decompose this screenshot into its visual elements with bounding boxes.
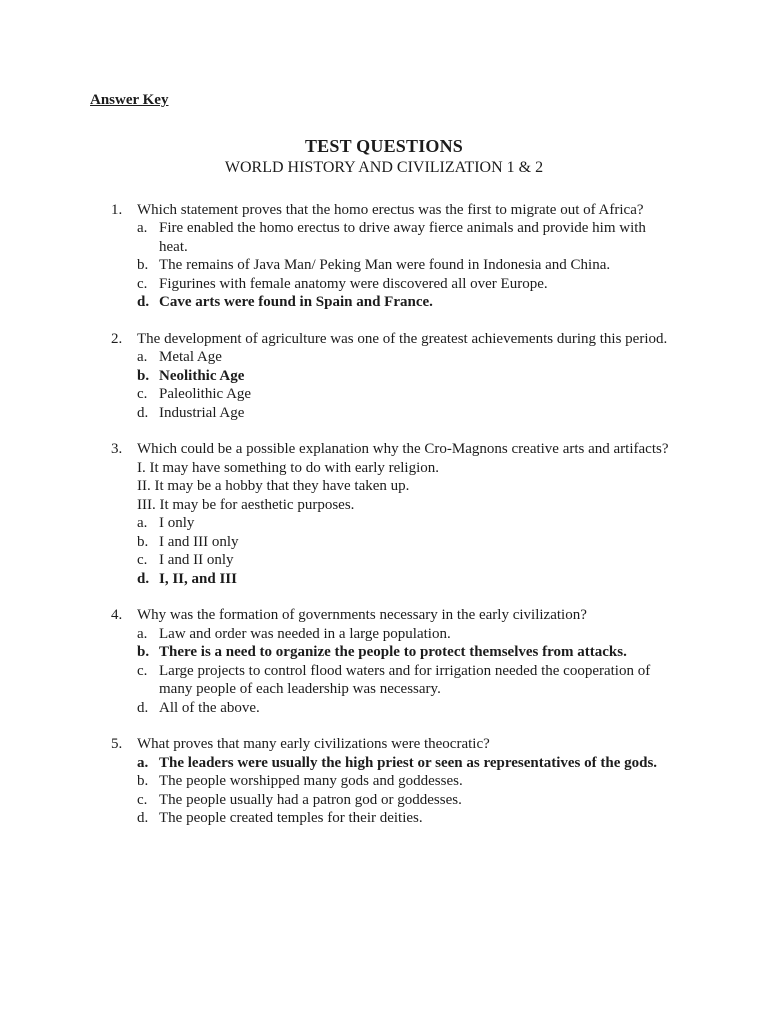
answer-option (137, 570, 678, 589)
option-letter: a. (137, 625, 148, 642)
question-body (137, 330, 678, 423)
option-text: I and II only (159, 552, 234, 568)
question-text: The development of agriculture was one of the greatest achievements during this period. (137, 330, 668, 347)
option-letter: d. (137, 404, 149, 421)
option-letter: b. (137, 367, 150, 384)
answer-option (137, 791, 678, 810)
answer-option (137, 662, 678, 699)
question-options (137, 625, 678, 718)
question-options (137, 754, 678, 828)
question-body (137, 606, 678, 717)
option-text: The remains of Java Man/ Peking Man were found in Indonesia and China. (159, 257, 611, 273)
option-letter: d. (137, 810, 149, 826)
question-statement: I. It may have something to do with early religion. (137, 459, 440, 476)
option-letter: d. (137, 294, 150, 310)
option-text: Industrial Age (159, 404, 245, 421)
answer-option (137, 385, 678, 404)
option-letter: c. (137, 662, 148, 679)
question (90, 735, 678, 828)
question-statement: III. It may be for aesthetic purposes. (137, 496, 355, 513)
option-text: The people created temples for their deities. (159, 810, 423, 826)
option-text: Figurines with female anatomy were discovered all over Europe. (159, 275, 548, 292)
option-text: Neolithic Age (159, 367, 245, 384)
answer-option (137, 367, 678, 386)
answer-option (137, 404, 678, 423)
answer-option (137, 625, 678, 644)
question-options (137, 348, 678, 422)
question (90, 201, 678, 312)
answer-option (137, 219, 678, 256)
answer-option (137, 293, 678, 312)
question-statements (137, 459, 678, 515)
doc-subtitle: WORLD HISTORY AND CIVILIZATION 1 & 2 (224, 158, 544, 176)
option-letter: c. (137, 386, 148, 402)
questions-list (90, 201, 678, 828)
option-letter: d. (137, 570, 150, 587)
answer-option (137, 348, 678, 367)
option-text: Large projects to control flood waters and for irrigation needed the cooperation of many people of each leadership was necessary. (159, 662, 651, 697)
question-text: What proves that many early civilizations were theocratic? (137, 736, 490, 752)
option-letter: b. (137, 644, 150, 660)
question (90, 330, 678, 423)
option-text: Cave arts were found in Spain and France. (159, 294, 433, 310)
option-text: The people usually had a patron god or goddesses. (159, 791, 462, 808)
option-text: The leaders were usually the high priest or seen as representatives of the gods. (159, 754, 658, 771)
option-text: All of the above. (159, 699, 260, 716)
question-number: 4. (111, 607, 123, 623)
option-letter: b. (137, 257, 149, 273)
answer-option (137, 551, 678, 570)
answer-option (137, 754, 678, 773)
option-text: The people worshipped many gods and goddesses. (159, 773, 463, 789)
question-number: 5. (111, 736, 123, 752)
option-letter: d. (137, 699, 149, 716)
option-text: There is a need to organize the people to protect themselves from attacks. (159, 644, 627, 660)
question-statement: II. It may be a hobby that they have taken up. (137, 478, 410, 494)
option-letter: b. (137, 533, 149, 550)
question (90, 440, 678, 588)
answer-option (137, 643, 678, 662)
question-number: 2. (111, 330, 123, 347)
option-text: I only (159, 515, 195, 531)
doc-title: TEST QUESTIONS (304, 135, 464, 156)
option-letter: c. (137, 791, 148, 808)
answer-key-label: Answer Key (90, 92, 169, 108)
option-text: Metal Age (159, 349, 222, 365)
option-letter: b. (137, 773, 149, 789)
question-text: Which could be a possible explanation why the Cro-Magnons creative arts and artifacts? (137, 441, 669, 457)
option-text: Law and order was needed in a large population. (159, 625, 451, 642)
option-text: I and III only (159, 533, 239, 550)
question-body (137, 440, 678, 588)
question-text: Which statement proves that the homo erectus was the first to migrate out of Africa? (137, 201, 644, 218)
answer-option (137, 809, 678, 828)
option-letter: a. (137, 349, 148, 365)
option-letter: c. (137, 552, 148, 568)
answer-option (137, 699, 678, 718)
option-text: I, II, and III (159, 570, 237, 587)
option-letter: a. (137, 515, 148, 531)
answer-option (137, 514, 678, 533)
option-letter: c. (137, 275, 148, 292)
option-text: Paleolithic Age (159, 386, 252, 402)
title-block (90, 136, 678, 177)
question-text: Why was the formation of governments necessary in the early civilization? (137, 607, 587, 623)
answer-option (137, 275, 678, 294)
question-options (137, 219, 678, 312)
answer-option (137, 256, 678, 275)
question-number: 1. (111, 201, 123, 218)
question (90, 606, 678, 717)
option-letter: a. (137, 754, 149, 771)
question-body (137, 201, 678, 312)
option-text: Fire enabled the homo erectus to drive away fierce animals and provide him with heat. (159, 220, 646, 255)
question-body (137, 735, 678, 828)
answer-option (137, 772, 678, 791)
answer-option (137, 533, 678, 552)
question-options (137, 514, 678, 588)
option-letter: a. (137, 220, 148, 236)
question-number: 3. (111, 441, 123, 457)
